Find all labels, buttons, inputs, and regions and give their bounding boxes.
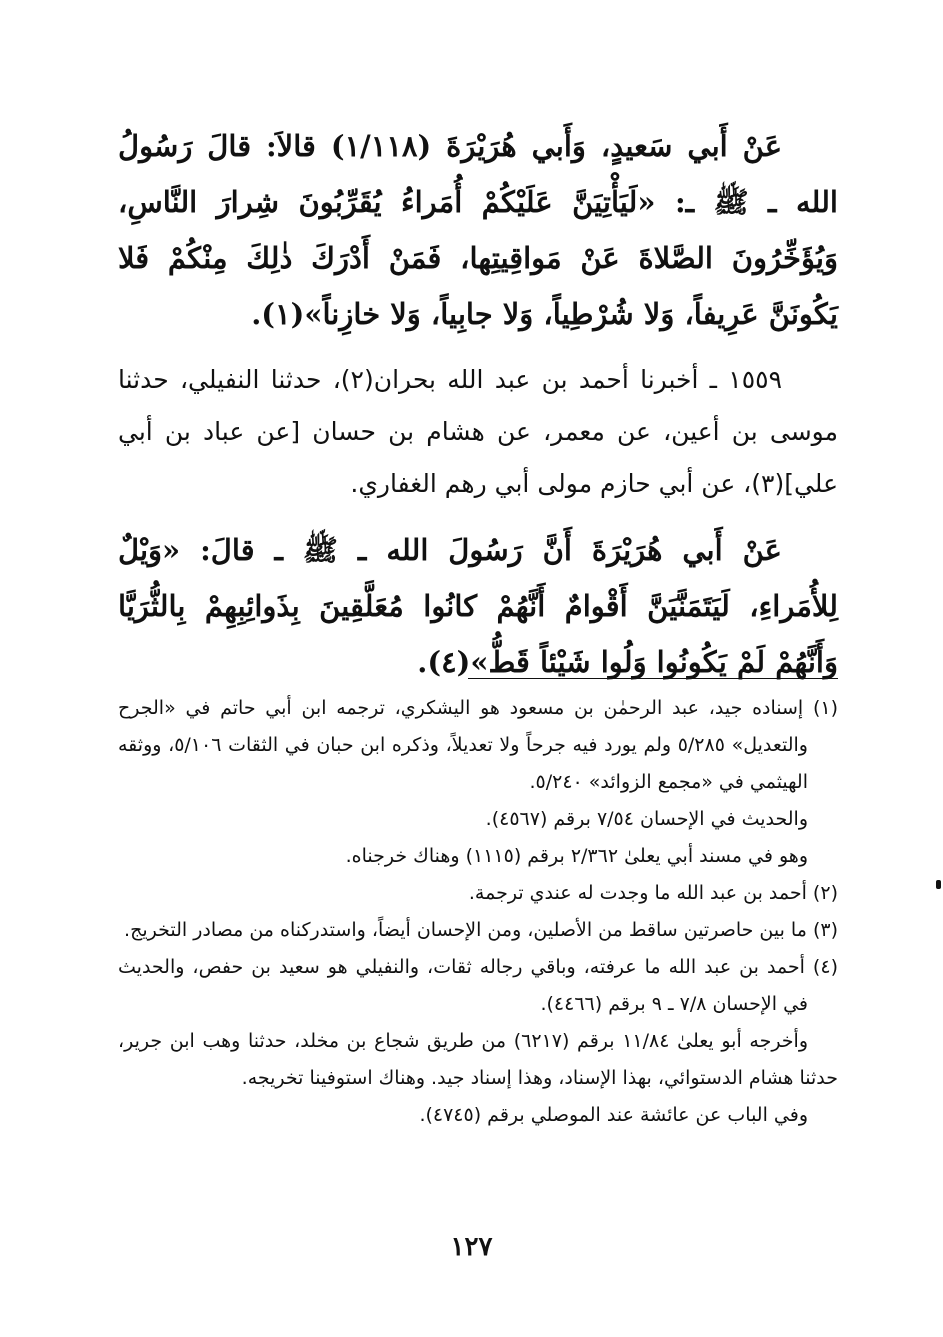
footnote-2: (٢) أحمد بن عبد الله ما وجدت له عندي ترجمة.: [468, 882, 838, 904]
main-text: [118, 118, 838, 690]
footnote-1-continuation-b: وهو في مسند أبي يعلىٰ ٢/٣٦٢ برقم (١١١٥) وهناك خرجناه.: [345, 845, 808, 867]
footnote-4: (٤) أحمد بن عبد الله ما عرفته، وباقي رجاله ثقات، والنفيلي هو سعيد بن حفص، والحديث في الإحسان ٧/٨ ـ ٩ برقم (٤٤٦٦).: [118, 956, 838, 1015]
hadith-paragraph-2: عَنْ أَبي هُرَيْرَةَ أَنَّ رَسُولَ الله ـ ﷺ ـ قالَ: «وَيْلٌ لِلأُمَراءِ، لَيَتَمَنَّيَنَّ أَقْوامٌ أَنَّهُمْ كانُوا مُعَلَّقِينَ بِذَوائِبِهِمْ بِالثُّرَيَّا وَأَنَّهُمْ لَمْ يَكُونُوا وَلُوا شَيْئاً قَطُّ»(٤).: [118, 533, 838, 679]
footnote-4-continuation-a: وأخرجه أبو يعلىٰ ١١/٨٤ برقم (٦٢١٧) من طريق شجاع بن مخلد، حدثنا وهب ابن جرير، حدثنا هشام الدستوائي، بهذا الإسناد، وهذا إسناد جيد. وهناك استوفينا تخريجه.: [118, 1030, 838, 1089]
scan-edge-mark: [936, 880, 941, 889]
footnote-3: (٣) ما بين حاصرتين ساقط من الأصلين، ومن الإحسان أيضاً، واستدركناه من مصادر التخريج.: [124, 919, 838, 941]
isnad-paragraph-1559: ١٥٥٩ ـ أخبرنا أحمد بن عبد الله بحران(٢)، حدثنا النفيلي، حدثنا موسى بن أعين، عن معمر، عن هشام بن حسان [عن عباد بن أبي علي](٣)، عن أبي حازم مولى أبي رهم الغفاري.: [118, 365, 838, 498]
footnotes: [118, 690, 838, 1134]
footnote-divider: [468, 678, 838, 679]
hadith-paragraph-1: عَنْ أَبي سَعيدٍ، وَأَبي هُرَيْرَةَ (١/١١٨) قالاَ: قالَ رَسُولُ الله ـ ﷺ ـ: «لَيَأْتِيَنَّ عَلَيْكُمْ أُمَراءُ يُقَرِّبُونَ شِرارَ النَّاسِ، وَيُؤَخِّرُونَ الصَّلاةَ عَنْ مَواقِيتِها، فَمَنْ أَدْرَكَ ذٰلِكَ مِنْكُمْ فَلا يَكُونَنَّ عَرِيفاً، وَلا شُرْطِياً، وَلا جابِياً، وَلا خازِناً»(١).: [118, 129, 838, 331]
footnote-4-continuation-b: وفي الباب عن عائشة عند الموصلي برقم (٤٧٤٥).: [419, 1104, 808, 1126]
footnote-1-continuation-a: والحديث في الإحسان ٧/٥٤ برقم (٤٥٦٧).: [485, 808, 808, 830]
footnote-1: (١) إسناده جيد، عبد الرحمٰن بن مسعود هو اليشكري، ترجمه ابن أبي حاتم في «الجرح والتعديل» ٥/٢٨٥ ولم يورد فيه جرحاً ولا تعديلاً، وذكره ابن حبان في الثقات ٥/١٠٦، ووثقه الهيثمي في «مجمع الزوائد» ٥/٢٤٠.: [118, 697, 838, 793]
page-number: ١٢٧: [450, 1232, 493, 1262]
